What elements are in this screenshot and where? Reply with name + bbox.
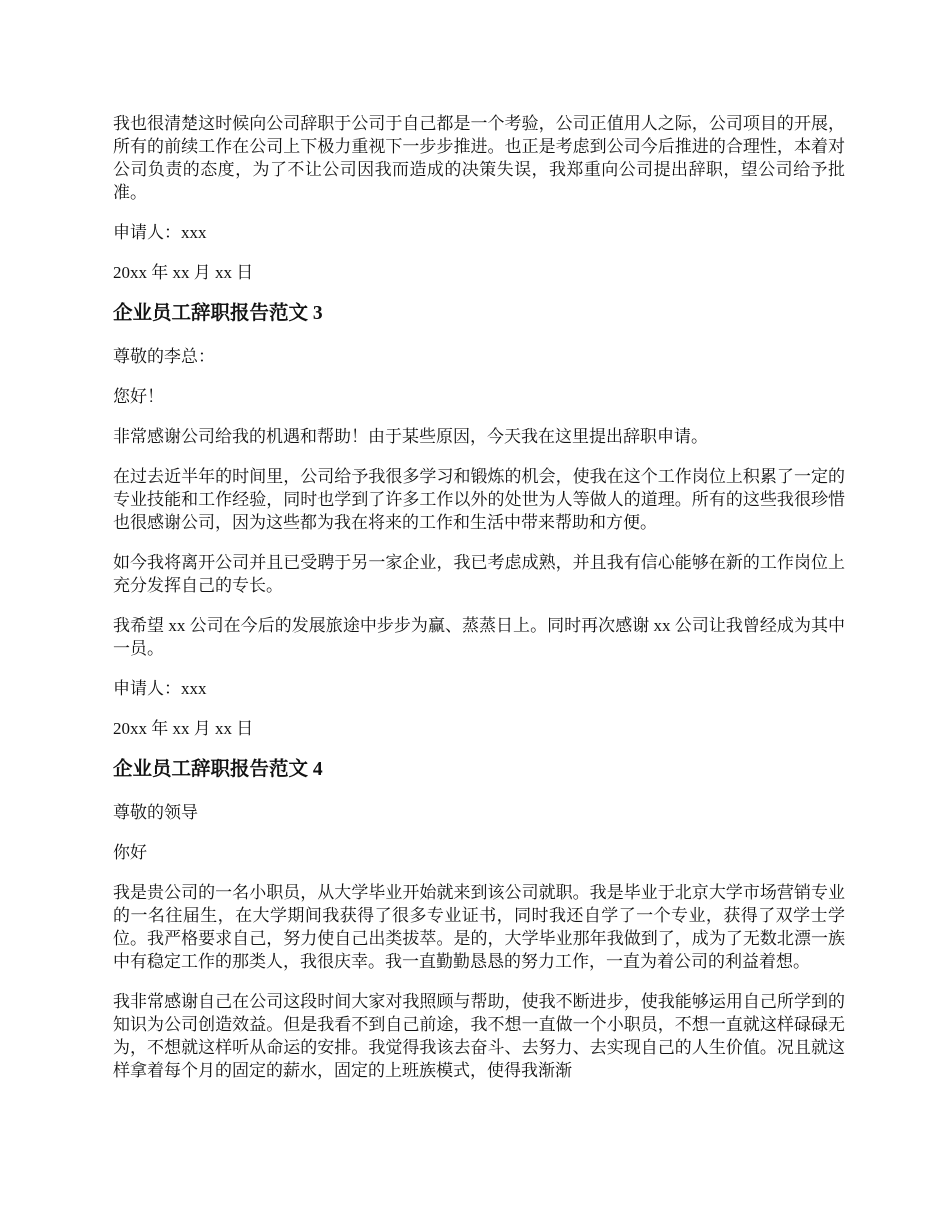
paragraph: 我非常感谢自己在公司这段时间大家对我照顾与帮助，使我不断进步，使我能够运用自己所学到的知识为公司创造效益。但是我看不到自己前途，我不想一直做一个小职员，不想一直就这样碌碌无为，不想就这样听从命运的安排。我觉得我该去奋斗、去努力、去实现自己的人生价值。况且就这样拿着每个月的固定的薪水，固定的上班族模式，使得我渐渐 bbox=[113, 992, 845, 1080]
salutation: 尊敬的李总： bbox=[113, 347, 215, 366]
paragraph: 我是贵公司的一名小职员，从大学毕业开始就来到该公司就职。我是毕业于北京大学市场营销专业的一名往届生，在大学期间我获得了很多专业证书，同时我还自学了一个专业，获得了双学士学位。我严格要求自己，努力使自己出类拔萃。是的，大学毕业那年我做到了，成为了无数北漂一族中有稳定工作的那类人，我很庆幸。我一直勤勤恳恳的努力工作，一直为着公司的利益着想。 bbox=[113, 883, 845, 971]
paragraph: 我希望 xx 公司在今后的发展旅途中步步为赢、蒸蒸日上。同时再次感谢 xx 公司让我曾经成为其中一员。 bbox=[113, 616, 845, 658]
applicant-signature: 申请人：xxx bbox=[113, 679, 207, 698]
paragraph: 非常感谢公司给我的机遇和帮助！由于某些原因，今天我在这里提出辞职申请。 bbox=[113, 427, 708, 446]
date-line: 20xx 年 xx 月 xx 日 bbox=[113, 719, 254, 738]
paragraph: 在过去近半年的时间里，公司给予我很多学习和锻炼的机会，使我在这个工作岗位上积累了一定的专业技能和工作经验，同时也学到了许多工作以外的处世为人等做人的道理。所有的这些我很珍惜也很感谢公司，因为这些都为我在将来的工作和生活中带来帮助和方便。 bbox=[113, 467, 845, 532]
greeting: 你好 bbox=[113, 843, 147, 862]
greeting: 您好！ bbox=[113, 387, 164, 406]
date-line: 20xx 年 xx 月 xx 日 bbox=[113, 263, 254, 282]
section-heading-3: 企业员工辞职报告范文 3 bbox=[113, 303, 323, 324]
salutation: 尊敬的领导 bbox=[113, 803, 198, 822]
paragraph: 如今我将离开公司并且已受聘于另一家企业，我已考虑成熟，并且我有信心能够在新的工作岗位上充分发挥自己的专长。 bbox=[113, 553, 845, 595]
document-page bbox=[113, 112, 845, 1099]
section-heading-4: 企业员工辞职报告范文 4 bbox=[113, 759, 323, 780]
applicant-signature: 申请人：xxx bbox=[113, 223, 207, 242]
paragraph-resignation-reason: 我也很清楚这时候向公司辞职于公司于自己都是一个考验，公司正值用人之际，公司项目的开展，所有的前续工作在公司上下极力重视下一步步推进。也正是考虑到公司今后推进的合理性，本着对公司负责的态度，为了不让公司因我而造成的决策失误，我郑重向公司提出辞职，望公司给予批准。 bbox=[113, 114, 845, 202]
